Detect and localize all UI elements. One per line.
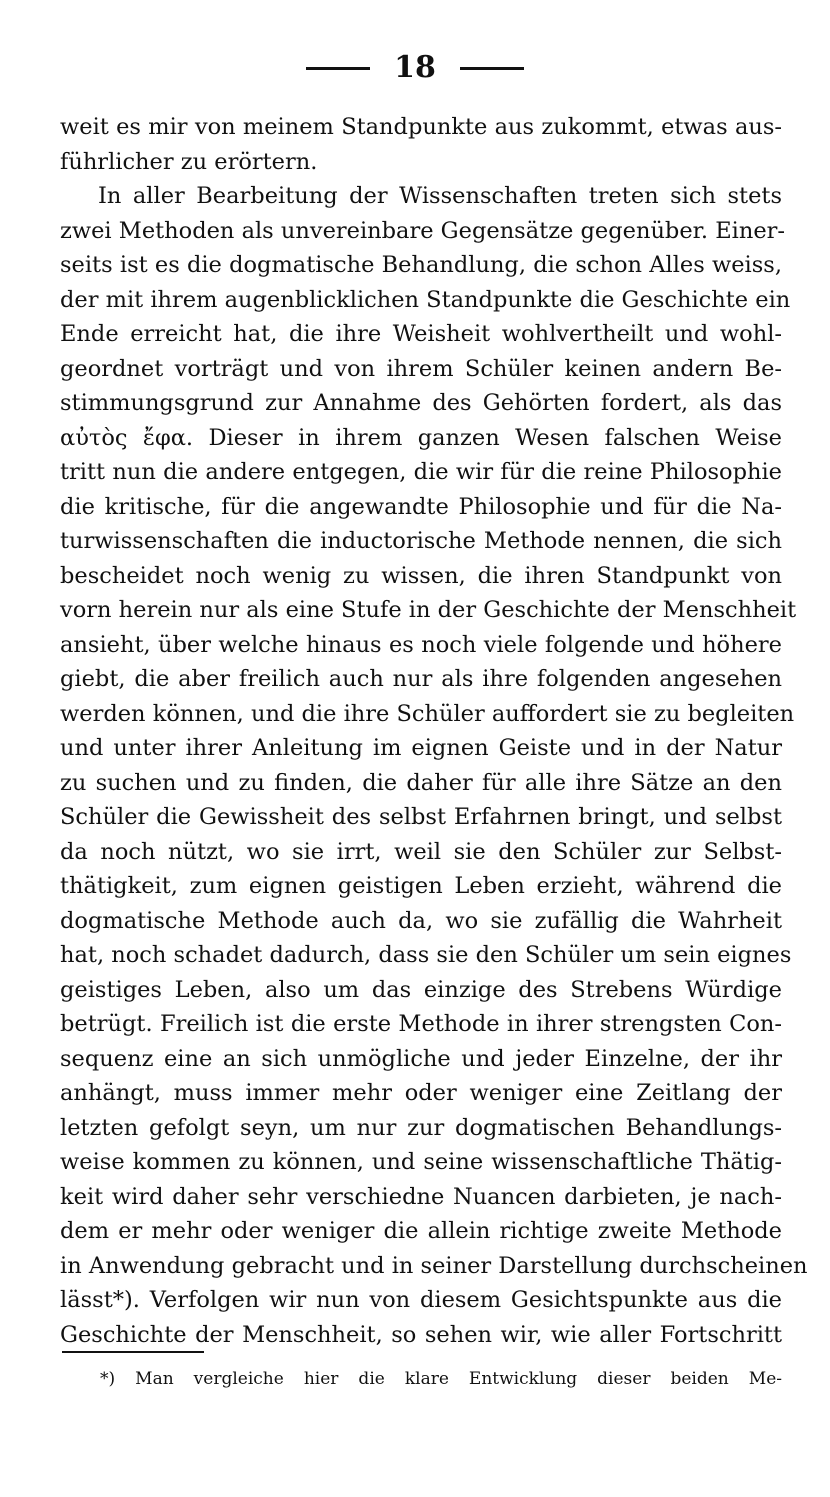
text-line: tritt nun die andere entgegen, die wir für die reine Philosophie	[60, 459, 782, 485]
text-line: ansieht, über welche hinaus es noch viele folgende und höhere	[60, 631, 782, 658]
text-line: da noch nützt, wo sie irrt, weil sie den Schüler zur Selbst-	[60, 838, 782, 865]
text-line: zu suchen und zu finden, die daher für alle ihre Sätze an den	[60, 769, 782, 796]
text-line: seits ist es die dogmatische Behandlung, die schon Alles weiss,	[60, 252, 782, 278]
text-line: geistiges Leben, also um das einzige des Strebens Würdige	[60, 976, 782, 1003]
page-header	[0, 48, 830, 88]
text-line: führlicher zu erörtern.	[60, 148, 318, 175]
text-line: lässt*). Verfolgen wir nun von diesem Gesichtspunkte aus die	[60, 1287, 782, 1313]
text-line: werden können, und die ihre Schüler auffordert sie zu begleiten	[60, 700, 795, 727]
text-line: Ende erreicht hat, die ihre Weisheit wohlvertheilt und wohl-	[60, 321, 782, 347]
text-line: betrügt. Freilich ist die erste Methode in ihrer strengsten Con-	[60, 1011, 782, 1037]
text-line: geordnet vorträgt und von ihrem Schüler keinen andern Be-	[60, 355, 782, 382]
header-dash-left	[306, 67, 370, 70]
page-number: 18	[394, 50, 436, 85]
text-line: anhängt, muss immer mehr oder weniger eine Zeitlang der	[60, 1080, 782, 1106]
text-line: weise kommen zu können, und seine wissenschaftliche Thätig-	[60, 1149, 782, 1175]
text-line: dem er mehr oder weniger die allein richtige zweite Methode	[60, 1218, 782, 1244]
text-line: hat, noch schadet dadurch, dass sie den Schüler um sein eignes	[60, 942, 792, 968]
text-line: In aller Bearbeitung der Wissenschaften treten sich stets	[98, 183, 782, 209]
text-line: keit wird daher sehr verschiedne Nuancen darbieten, je nach-	[60, 1183, 782, 1210]
text-line: thätigkeit, zum eignen geistigen Leben erzieht, während die	[60, 873, 782, 899]
text-line: weit es mir von meinem Standpunkte aus zukommt, etwas aus-	[60, 114, 782, 140]
text-line: bescheidet noch wenig zu wissen, die ihren Standpunkt von	[60, 562, 782, 589]
text-line: letzten gefolgt seyn, um nur zur dogmatischen Behandlungs-	[60, 1114, 782, 1141]
header-dash-right	[460, 67, 524, 70]
text-line: und unter ihrer Anleitung im eignen Geiste und in der Natur	[60, 735, 782, 761]
text-line: der mit ihrem augenblicklichen Standpunkte die Geschichte ein	[60, 286, 791, 313]
text-line: αὐτὸς ἔφα. Dieser in ihrem ganzen Wesen falschen Weise	[60, 424, 782, 451]
text-line: Geschichte der Menschheit, so sehen wir, wie aller Fortschritt	[60, 1321, 782, 1348]
text-line: giebt, die aber freilich auch nur als ihre folgenden angesehen	[60, 666, 782, 692]
text-line: in Anwendung gebracht und in seiner Darstellung durchscheinen	[60, 1252, 808, 1279]
text-line: turwissenschaften die inductorische Methode nennen, die sich	[60, 528, 782, 554]
body-text	[60, 110, 808, 1352]
footnote: *) Man vergleiche hier die klare Entwicklung dieser beiden Me-	[100, 1369, 782, 1389]
text-line: die kritische, für die angewandte Philosophie und für die Na-	[60, 493, 782, 520]
text-line: zwei Methoden als unvereinbare Gegensätze gegenüber. Einer-	[60, 217, 786, 244]
text-line: sequenz eine an sich unmögliche und jeder Einzelne, der ihr	[60, 1045, 782, 1072]
footnote-divider	[62, 1351, 204, 1353]
text-line: Schüler die Gewissheit des selbst Erfahrnen bringt, und selbst	[60, 804, 782, 830]
text-line: stimmungsgrund zur Annahme des Gehörten fordert, als das	[60, 390, 782, 416]
text-line: vorn herein nur als eine Stufe in der Geschichte der Menschheit	[60, 597, 797, 623]
text-line: dogmatische Methode auch da, wo sie zufällig die Wahrheit	[60, 907, 782, 934]
